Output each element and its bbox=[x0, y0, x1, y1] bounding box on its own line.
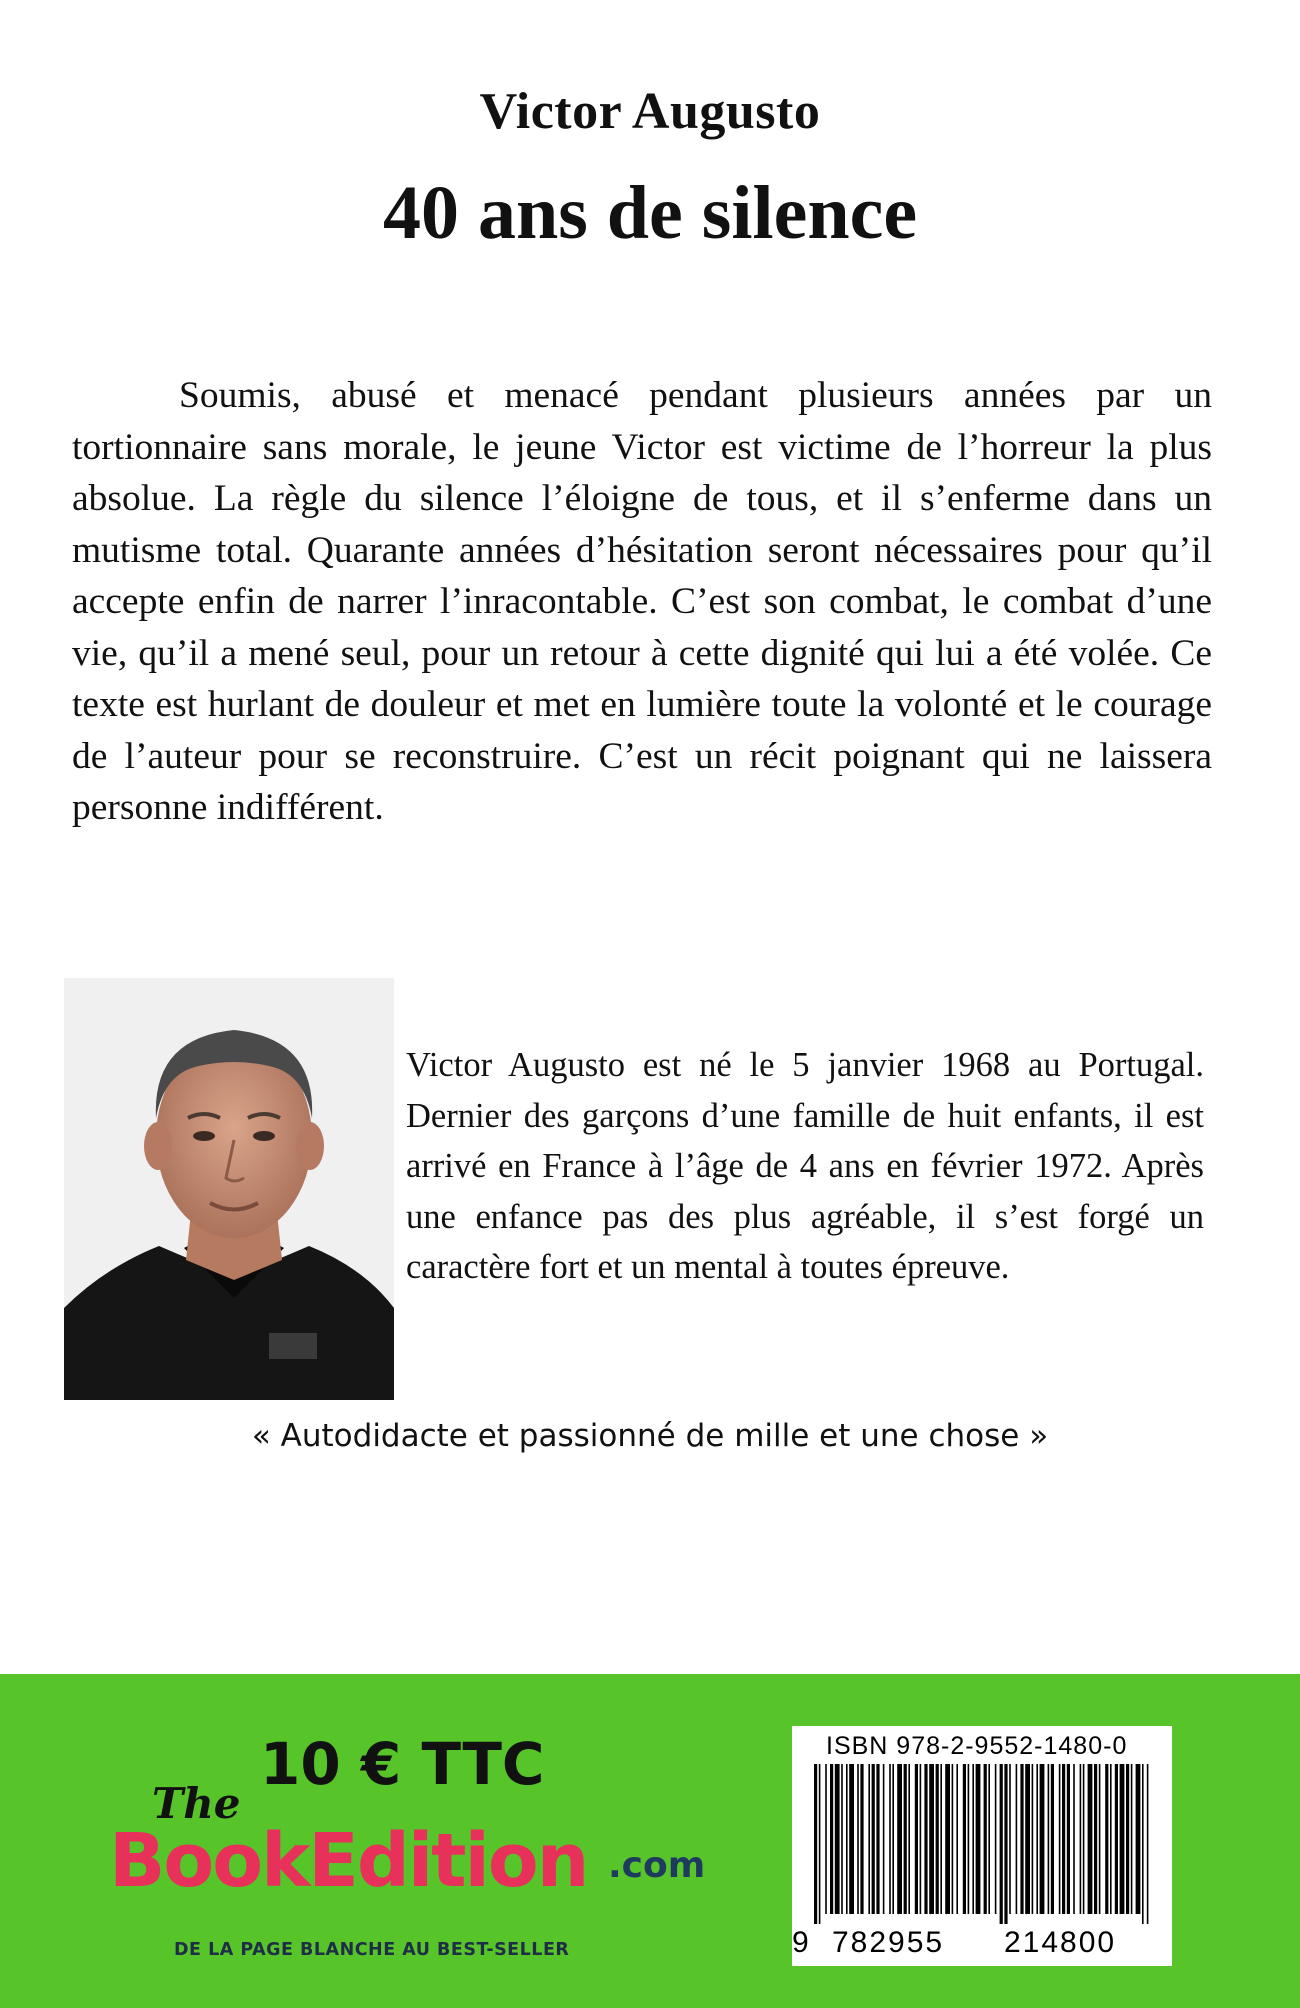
barcode-bar bbox=[952, 1764, 954, 1914]
barcode-bar bbox=[1004, 1764, 1007, 1924]
barcode-bar bbox=[835, 1764, 840, 1914]
barcode-bar bbox=[1048, 1764, 1050, 1914]
barcode-bar bbox=[1051, 1764, 1054, 1914]
barcode-bar bbox=[1136, 1764, 1141, 1914]
book-title: 40 ans de silence bbox=[382, 171, 918, 255]
barcode-bar bbox=[1020, 1764, 1023, 1914]
barcode-bar bbox=[929, 1764, 934, 1914]
barcode-bar bbox=[872, 1764, 875, 1914]
barcode-bar bbox=[1099, 1764, 1101, 1914]
barcode-bar bbox=[1032, 1764, 1034, 1914]
barcode-bar bbox=[945, 1764, 950, 1914]
barcode-bar bbox=[995, 1764, 997, 1914]
barcode-bar bbox=[1073, 1764, 1075, 1914]
barcode-box bbox=[792, 1726, 1172, 1966]
barcode-bar bbox=[889, 1764, 891, 1914]
barcode-bar bbox=[1059, 1764, 1061, 1914]
barcode-bar bbox=[1147, 1764, 1149, 1924]
publisher-logo-the: The bbox=[152, 1779, 241, 1828]
barcode-bar bbox=[908, 1764, 910, 1914]
barcode-bar bbox=[892, 1764, 894, 1914]
barcode-bar bbox=[883, 1764, 885, 1914]
barcode-bar bbox=[841, 1764, 843, 1914]
author-bio: Victor Augusto est né le 5 janvier 1968 au Portugal. Dernier des garçons d’une famille de huit enfants, il est arrivé en France à l’âge de 4 ans en février 1972. Après une enfance pas des plus agréable, il s’est forgé un caractère fort et un mental à toutes épreuve. bbox=[406, 1046, 1204, 1286]
barcode-bar bbox=[940, 1764, 942, 1914]
barcode-bar bbox=[1088, 1764, 1093, 1914]
barcode-bar bbox=[1000, 1764, 1003, 1924]
barcode-bar bbox=[1062, 1764, 1065, 1914]
barcode-bar bbox=[968, 1764, 970, 1914]
barcode-bar bbox=[860, 1764, 863, 1914]
author-name: Victor Augusto bbox=[479, 83, 821, 140]
barcode-bar bbox=[1025, 1764, 1030, 1914]
ean-right-digits: 214800 bbox=[1004, 1926, 1117, 1959]
barcode-bar bbox=[825, 1764, 827, 1914]
barcode-bar bbox=[963, 1764, 966, 1914]
barcode-bar bbox=[1094, 1764, 1097, 1914]
barcode-bar bbox=[1126, 1764, 1129, 1914]
barcode-bar bbox=[897, 1764, 902, 1914]
barcode-bar bbox=[876, 1764, 879, 1914]
barcode-bar bbox=[814, 1764, 817, 1924]
author-portrait-image bbox=[64, 978, 394, 1400]
barcode-bar bbox=[1105, 1764, 1108, 1914]
barcode-bar bbox=[849, 1764, 854, 1914]
isbn-label: ISBN 978-2-9552-1480-0 bbox=[826, 1732, 1128, 1760]
barcode-bar bbox=[1016, 1764, 1018, 1914]
barcode-bar bbox=[846, 1764, 848, 1914]
barcode-bar bbox=[1115, 1764, 1118, 1914]
barcode-bar bbox=[819, 1764, 821, 1924]
barcode-bar bbox=[1036, 1764, 1038, 1914]
publisher-logo: BookEdition bbox=[109, 1818, 588, 1904]
barcode-bar bbox=[830, 1764, 833, 1914]
ean-first-digit: 9 bbox=[792, 1926, 811, 1959]
ean-left-digits: 782955 bbox=[832, 1926, 945, 1959]
book-blurb: Soumis, abusé et menacé pendant plusieurs années par un tortionnaire sans morale, le jeune Victor est victime de l’horreur la plus absolue. La règle du silence l’éloigne de tous, et il s’enferme dans un mutisme total. Quarante années d’hésitation seront nécessaires pour qu’il accepte enfin de narrer l’inracontable. C’est son combat, le combat d’une vie, qu’il a mené seul, pour un retour à cette dignité qui lui a été volée. Ce texte est hurlant de douleur et met en lumière toute la volonté et le courage de l’auteur pour se reconstruire. C’est un récit poignant qui ne laissera personne indifférent. bbox=[72, 375, 1212, 828]
price-label: 10 € TTC bbox=[260, 1730, 545, 1798]
barcode-bar bbox=[1080, 1764, 1082, 1914]
barcode-bar bbox=[868, 1764, 870, 1914]
barcode-bar bbox=[1067, 1764, 1070, 1914]
barcode-bar bbox=[976, 1764, 981, 1914]
barcode-bar bbox=[924, 1764, 927, 1914]
publisher-slogan: DE LA PAGE BLANCHE AU BEST-SELLER bbox=[174, 1940, 570, 1960]
barcode-bar bbox=[1131, 1764, 1133, 1914]
barcode-bar bbox=[920, 1764, 922, 1914]
author-photo bbox=[64, 978, 394, 1400]
publisher-logo-domain: .com bbox=[608, 1845, 706, 1886]
barcode-icon bbox=[810, 1764, 1156, 1924]
barcode-bar bbox=[1040, 1764, 1045, 1914]
barcode-bar bbox=[1083, 1764, 1085, 1914]
barcode-bar bbox=[988, 1764, 990, 1914]
barcode-bar bbox=[915, 1764, 918, 1914]
barcode-bar bbox=[1009, 1764, 1011, 1914]
barcode-bar bbox=[972, 1764, 974, 1914]
barcode-bar bbox=[1142, 1764, 1144, 1924]
barcode-bar bbox=[904, 1764, 907, 1914]
barcode-bar bbox=[1120, 1764, 1125, 1914]
barcode-bar bbox=[1110, 1764, 1112, 1914]
barcode-bar bbox=[936, 1764, 939, 1914]
author-quote: « Autodidacte et passionné de mille et une chose » bbox=[251, 1418, 1049, 1454]
barcode-bar bbox=[857, 1764, 859, 1914]
barcode-bar bbox=[956, 1764, 958, 1914]
barcode-bar bbox=[984, 1764, 987, 1914]
